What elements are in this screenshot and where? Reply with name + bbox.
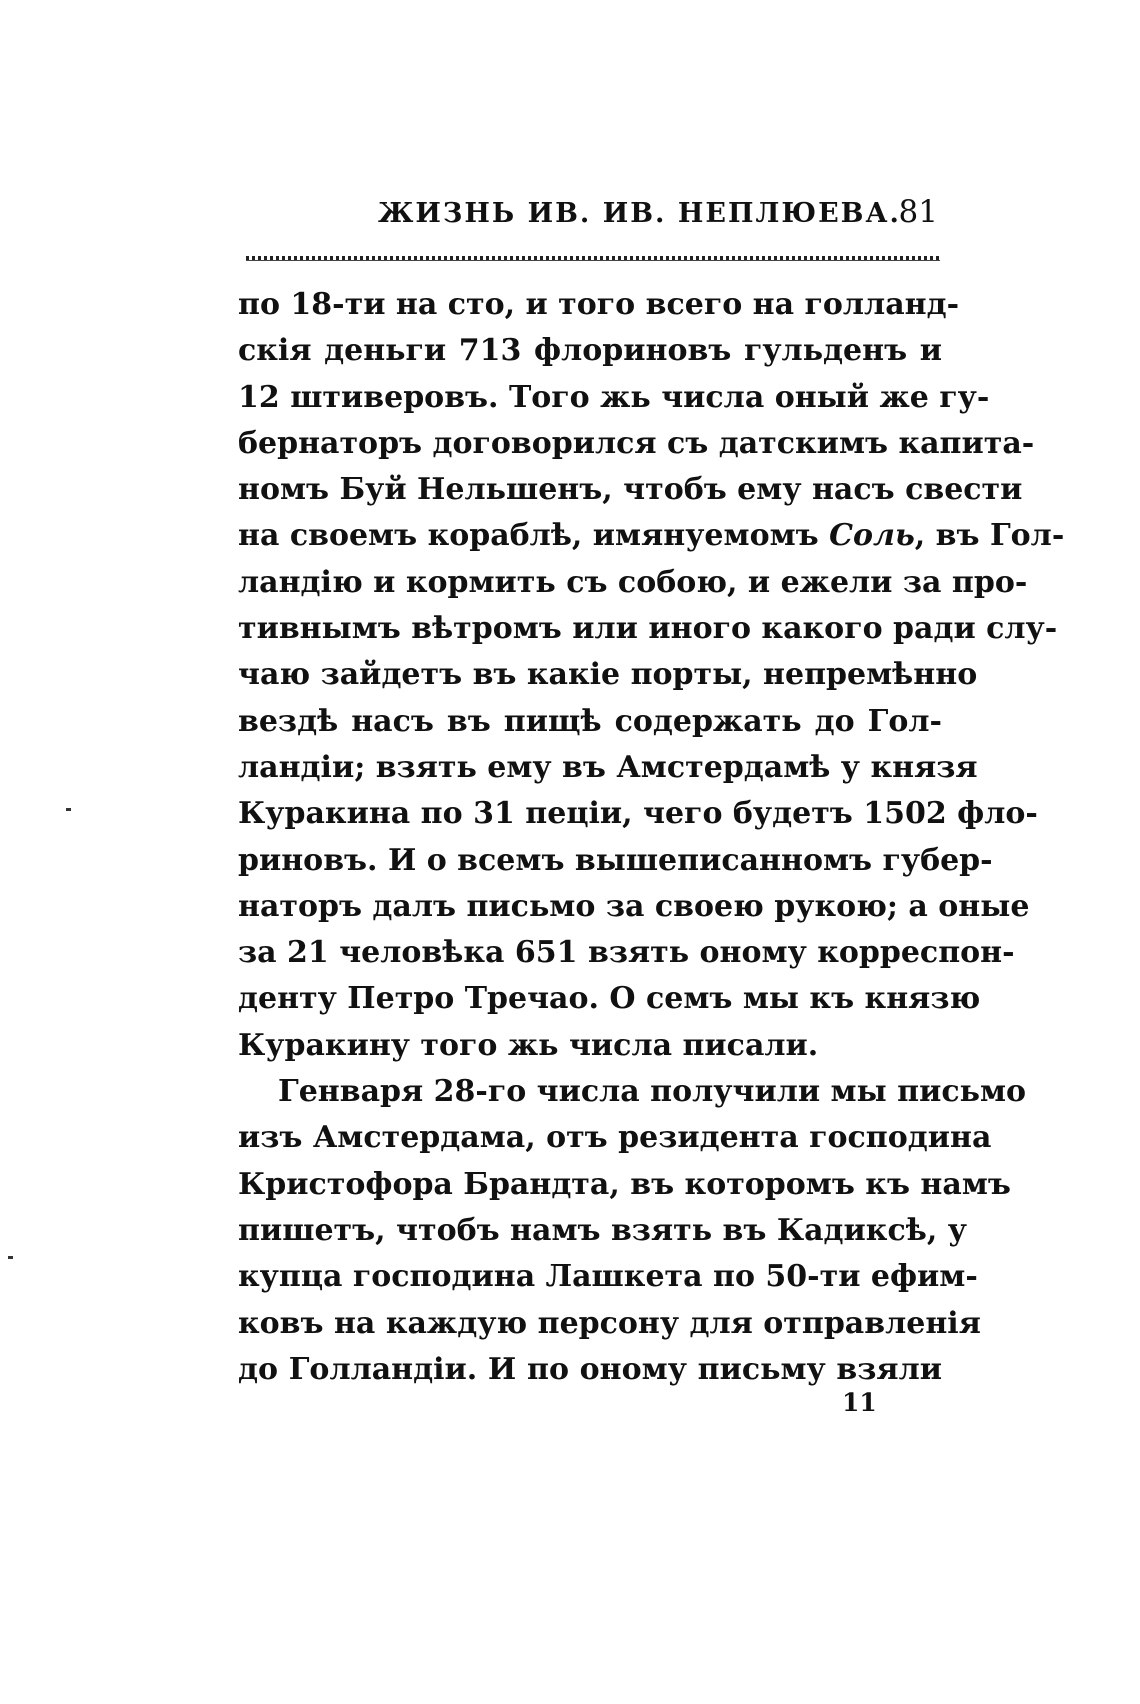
running-title: ЖИЗНЬ ИВ. ИВ. НЕПЛЮЕВА.	[378, 198, 901, 229]
text-line: денту Петро Тречао. О семъ мы къ князю	[238, 981, 981, 1017]
signature-mark: 11	[842, 1388, 877, 1417]
text-line: скія деньги 713 флориновъ гульденъ и	[238, 333, 942, 369]
text-line: бернаторъ договорился съ датскимъ капита-	[238, 425, 1035, 461]
text-line: купца господина Лашкета по 50-ти ефим-	[238, 1259, 978, 1295]
ship-name: Соль	[829, 518, 915, 554]
text-line: Кристофора Брандта, въ которомъ къ намъ	[238, 1166, 1011, 1202]
text-line: риновъ. И о всемъ вышеписанномъ губер-	[238, 842, 993, 878]
text-line: ландіи; взять ему въ Амстердамѣ у князя	[238, 749, 978, 785]
page-number: 81	[898, 194, 938, 230]
text-line: 12 штиверовъ. Того жь числа оный же гу-	[238, 379, 990, 415]
text-line: Куракину того жь числа писали.	[238, 1027, 819, 1063]
text-line: наторъ далъ письмо за своею рукою; а оные	[238, 888, 1030, 924]
paragraph-2	[238, 1069, 1027, 1393]
text-line: ковъ на каждую персону для отправленія	[238, 1305, 981, 1341]
text-line: вездѣ насъ въ пищѣ содержать до Гол-	[238, 703, 942, 739]
text-line: на своемъ кораблѣ, имянуемомъ Соль, въ Гол-	[238, 518, 1065, 554]
text-line: до Голландіи. И по оному письму взяли	[238, 1351, 942, 1387]
text-line: Куракина по 31 пеціи, чего будетъ 1502 фло-	[238, 796, 1038, 832]
text-line: пишетъ, чтобъ намъ взять въ Кадиксѣ, у	[238, 1212, 967, 1248]
text-line: тивнымъ вѣтромъ или иного какого ради слу-	[238, 611, 1058, 647]
paragraph-1	[238, 282, 1065, 1069]
header-rule	[246, 256, 940, 261]
margin-speck	[8, 1256, 13, 1259]
text-line: ландію и кормить съ собою, и ежели за про-	[238, 564, 1028, 600]
text-line: по 18-ти на сто, и того всего на голланд-	[238, 287, 960, 322]
text-line: за 21 человѣка 651 взять оному корреспон-	[238, 935, 1015, 971]
text-line: номъ Буй Нельшенъ, чтобъ ему насъ свести	[238, 472, 1023, 508]
text-line: изъ Амстердама, отъ резидента господина	[238, 1120, 992, 1156]
body-text	[238, 282, 1065, 1393]
running-head	[246, 190, 942, 250]
text-line: чаю зайдетъ въ какіе порты, непремѣнно	[238, 657, 978, 693]
text-line: Генваря 28-го числа получили мы письмо	[278, 1074, 1027, 1110]
margin-speck	[66, 808, 71, 811]
